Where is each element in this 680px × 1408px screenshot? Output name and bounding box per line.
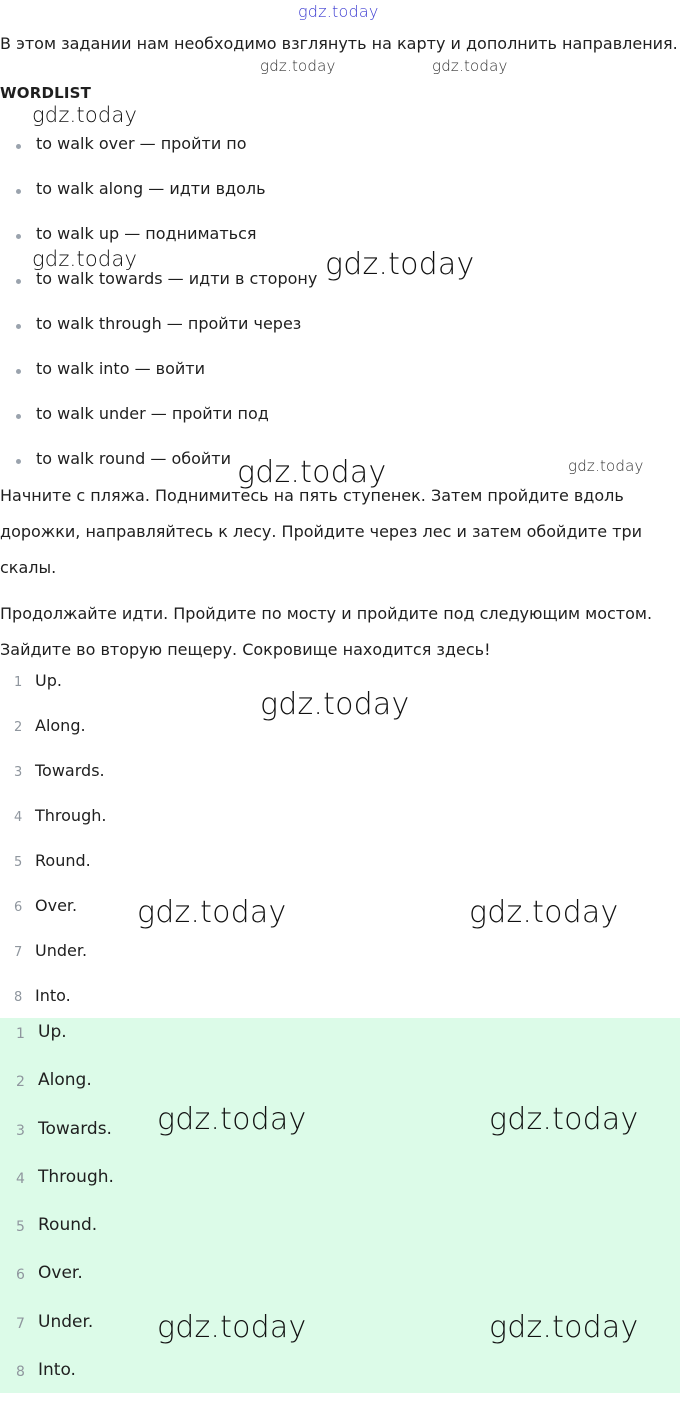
wordlist-heading: WORDLIST <box>0 84 92 102</box>
answer-list <box>14 671 106 1031</box>
watermark: gdz.today <box>157 1102 307 1137</box>
watermark: gdz.today <box>469 895 619 930</box>
watermark: gdz.today <box>260 687 410 722</box>
paragraph-1: Начните с пляжа. Поднимитесь на пять ступенек. Затем пройдите вдоль дорожки, направляйтесь к лесу. Пройдите через лес и затем обойдите три скалы. <box>0 486 643 577</box>
bullet-icon <box>16 459 21 464</box>
bullet-icon <box>16 324 21 329</box>
list-item: 6 Over. <box>16 1263 83 1284</box>
bullet-icon <box>16 189 21 194</box>
list-item: 3 Towards. <box>14 761 105 780</box>
highlighted-answer-list <box>16 1022 114 1408</box>
watermark: gdz.today <box>260 57 336 75</box>
bullet-icon <box>16 369 21 374</box>
bullet-icon <box>16 414 21 419</box>
watermark: gdz.today <box>298 2 379 21</box>
watermark: gdz.today <box>432 57 508 75</box>
list-item: to walk under — пройти под <box>16 404 317 449</box>
list-item: 2 Along. <box>16 1070 92 1091</box>
list-item: 6 Over. <box>14 896 78 915</box>
list-item: 1 Up. <box>16 1022 67 1042</box>
list-item: 2 Along. <box>14 716 86 735</box>
list-item: 5 Round. <box>14 851 91 870</box>
list-item: to walk round — обойти <box>16 449 317 494</box>
watermark: gdz.today <box>137 895 287 930</box>
list-item: 7 Under. <box>14 941 88 960</box>
watermark: gdz.today <box>32 103 138 127</box>
list-item: 1 Up. <box>14 671 62 690</box>
intro-text: В этом задании нам необходимо взглянуть на карту и дополнить направления. <box>0 34 678 53</box>
list-item: to walk through — пройти через <box>16 314 317 359</box>
list-item: 8 Into. <box>14 986 71 1005</box>
bullet-icon <box>16 234 21 239</box>
watermark: gdz.today <box>568 457 644 475</box>
watermark: gdz.today <box>489 1310 639 1345</box>
watermark: gdz.today <box>237 455 387 490</box>
wordlist <box>16 134 317 494</box>
list-item: 3 Towards. <box>16 1118 112 1139</box>
watermark: gdz.today <box>32 247 138 271</box>
list-item: to walk towards — идти в сторону <box>16 269 317 314</box>
paragraph-2: Продолжайте идти. Пройдите по мосту и пройдите под следующим мостом. Зайдите во вторую пещеру. Сокровище находится здесь! <box>0 604 653 659</box>
list-item: to walk into — войти <box>16 359 317 404</box>
list-item: to walk along — идти вдоль <box>16 179 317 224</box>
list-item: to walk up — подниматься <box>16 224 317 269</box>
watermark: gdz.today <box>325 247 475 282</box>
bullet-icon <box>16 279 21 284</box>
list-item: to walk over — пройти по <box>16 134 317 179</box>
watermark: gdz.today <box>489 1102 639 1137</box>
bullet-icon <box>16 144 21 149</box>
list-item: 5 Round. <box>16 1215 98 1236</box>
list-item: 4 Through. <box>16 1166 114 1187</box>
list-item: 4 Through. <box>14 806 107 825</box>
list-item: 7 Under. <box>16 1311 94 1332</box>
watermark: gdz.today <box>157 1310 307 1345</box>
list-item: 8 Into. <box>16 1360 76 1381</box>
